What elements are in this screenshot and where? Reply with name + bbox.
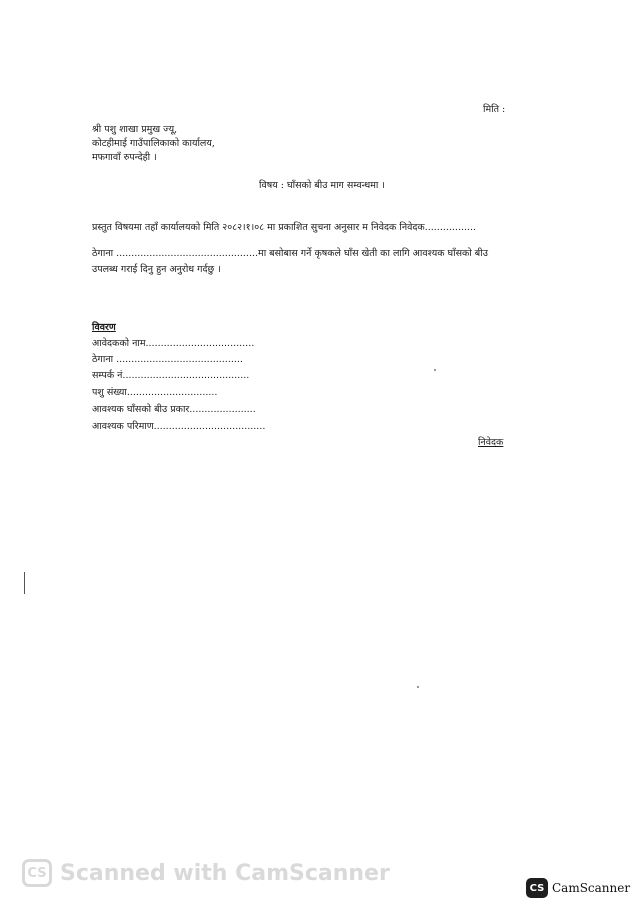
camscanner-watermark [22,855,390,891]
field-applicant-name: आवेदकको नाम.................................... [92,338,255,349]
field-contact-number: सम्पर्क नं.......................................... [92,370,250,381]
recipient-line-3: मफगावाँ रुपन्देही । [92,152,157,163]
field-address: ठेगाना .......................................... [92,354,243,365]
date-label: मिति : [483,104,506,115]
recipient-line-1: श्री पशु शाखा प्रमुख ज्यू, [92,124,178,135]
camscanner-logo-icon: CS [22,859,52,887]
scan-speck [417,686,419,688]
scan-mark [24,572,25,594]
recipient-line-2: कोटहीमाई गाउँपालिकाको कार्यालय, [92,138,215,149]
camscanner-badge-icon: CS [526,878,548,898]
body-line-3: उपलब्ध गराई दिनु हुन अनुरोध गर्दछु । [92,264,221,275]
field-seed-type: आवश्यक घाँसको बीउ प्रकार...................... [92,404,256,415]
details-heading: विवरण [92,322,116,333]
subject-line: विषय : घाँसको बीउ माग सम्वन्धमा । [259,180,385,191]
body-line-2: ठेगाना ...............................................मा बसोबास गर्ने कृषकले घाँस खेती का लागि आवश्यक घाँसको बीउ [92,248,488,259]
badge-text: CamScanner [552,881,631,895]
watermark-text: Scanned with CamScanner [60,860,390,886]
scan-speck [434,369,436,371]
field-quantity: आवश्यक परिमाण..................................... [92,421,266,432]
field-livestock-count: पशु संख्या.............................. [92,387,218,398]
signer-label: निवेदक [478,437,504,448]
camscanner-badge [526,878,630,898]
body-line-1: प्रस्तुत विषयमा तहाँ कार्यालयको मिति २०८२।१।०८ मा प्रकाशित सुचना अनुसार म निवेदक निवेदक................. [92,222,477,233]
